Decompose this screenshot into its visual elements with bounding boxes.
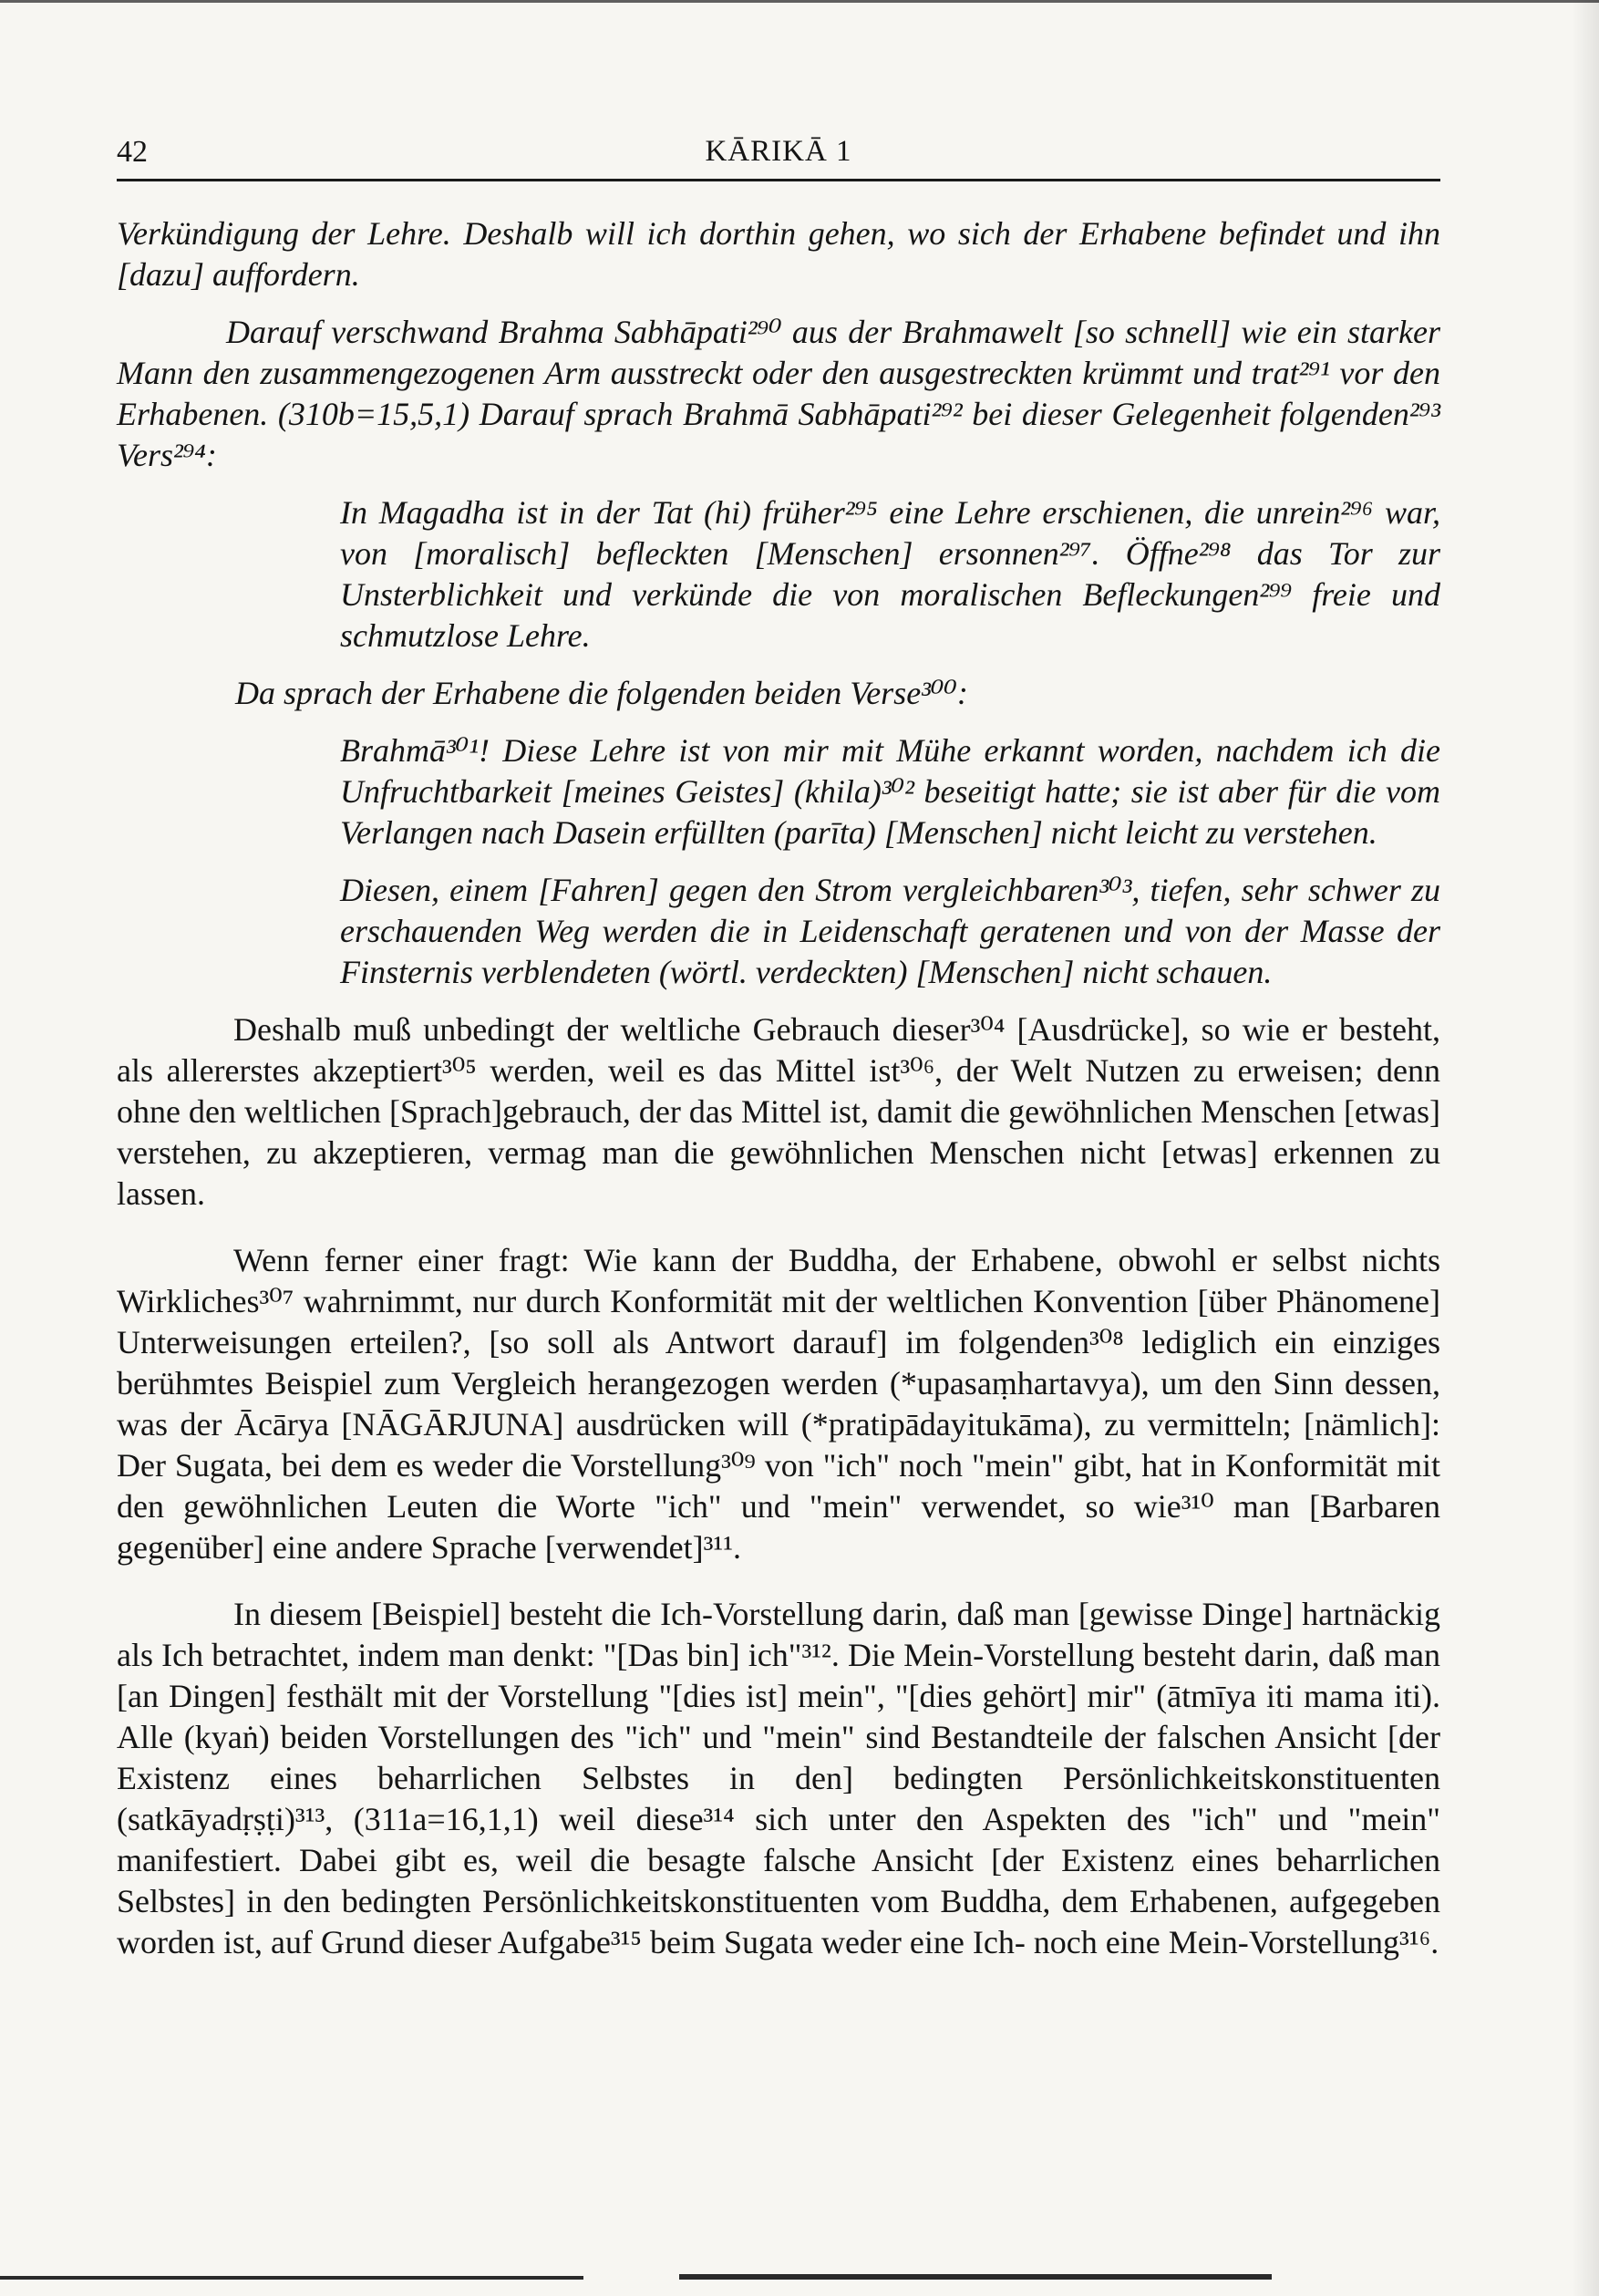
scan-bottom-edge-right [679, 2274, 1272, 2280]
verse-block-quote: Brahmā³⁰¹! Diese Lehre ist von mir mit Mühe erkannt worden, nachdem ich die Unfruchtbarkeit [meines Geistes] (khila)³⁰² beseitigt hatte; sie ist aber für die vom Verlangen nach Dasein erfüllten (parīta) [Menschen] nicht leicht zu verstehen. [340, 732, 1440, 851]
page-body [117, 213, 1440, 1989]
scan-bottom-edge-left [0, 2276, 583, 2280]
paragraph-italic-lead: Da sprach der Erhabene die folgenden beiden Verse³⁰⁰: [235, 675, 968, 711]
body-paragraph: Deshalb muß unbedingt der weltliche Gebrauch dieser³⁰⁴ [Ausdrücke], so wie er besteht, als allererstes akzeptiert³⁰⁵ werden, weil es das Mittel ist³⁰⁶, der Welt Nutzen zu erweisen; denn ohne den weltlichen [Sprach]gebrauch, der das Mittel ist, damit die gewöhnlichen Menschen [etwas] verstehen, zu akzeptieren, vermag man die gewöhnlichen Menschen nicht [etwas] erkennen zu lassen. [117, 1011, 1440, 1212]
scan-top-edge [0, 0, 1599, 3]
page-header [117, 128, 1440, 179]
running-head: KĀRIKĀ 1 [705, 135, 852, 168]
paragraph-italic-continuation: Verkündigung der Lehre. Deshalb will ich dorthin gehen, wo sich der Erhabene befindet und ihn [dazu] auffordern. [117, 215, 1440, 293]
body-paragraph: In diesem [Beispiel] besteht die Ich-Vorstellung darin, daß man [gewisse Dinge] hartnäckig als Ich betrachtet, indem man denkt: "[Das bin] ich"³¹². Die Mein-Vorstellung besteht darin, daß man [an Dingen] festhält mit der Vorstellung "[dies ist] mein", "[dies gehört] mir" (ātmīya iti mama iti). Alle (kyaṅ) beiden Vorstellungen des "ich" und "mein" sind Bestandteile der falschen Ansicht [der Existenz eines beharrlichen Selbstes in den] bedingten Persönlichkeitskonstituenten (satkāyadṛṣṭi)³¹³, (311a=16,1,1) weil diese³¹⁴ sich unter den Aspekten des "ich" und "mein" manifestiert. Dabei gibt es, weil die besagte falsche Ansicht [der Existenz eines beharrlichen Selbstes] in den bedingten Persönlichkeitskonstituenten vom Buddha, dem Erhabenen, aufgegeben worden ist, auf Grund dieser Aufgabe³¹⁵ beim Sugata weder eine Ich- noch eine Mein-Vorstellung³¹⁶. [117, 1596, 1440, 1960]
header-rule [117, 179, 1440, 181]
scan-right-edge-shadow [1572, 0, 1599, 2296]
paragraph-italic-indented: Darauf verschwand Brahma Sabhāpati²⁹⁰ aus der Brahmawelt [so schnell] wie ein starker Mann den zusammengezogenen Arm ausstreckt oder den ausgestreckten krümmt und trat²⁹¹ vor den Erhabenen. (310b=15,5,1) Darauf sprach Brahmā Sabhāpati²⁹² bei dieser Gelegenheit folgenden²⁹³ Vers²⁹⁴: [117, 314, 1440, 473]
verse-block-quote: Diesen, einem [Fahren] gegen den Strom vergleichbaren³⁰³, tiefen, sehr schwer zu erschauenden Weg werden die in Leidenschaft geratenen und von der Masse der Finsternis verblendeten (wörtl. verdeckten) [Menschen] nicht schauen. [340, 872, 1440, 990]
page-number: 42 [117, 135, 148, 169]
body-paragraph: Wenn ferner einer fragt: Wie kann der Buddha, der Erhabene, obwohl er selbst nichts Wirkliches³⁰⁷ wahrnimmt, nur durch Konformität mit der weltlichen Konvention [über Phänomene] Unterweisungen erteilen?, [so soll als Antwort darauf] im folgenden³⁰⁸ lediglich ein einziges berühmtes Beispiel zum Vergleich herangezogen werden (*upasaṃhartavya), um den Sinn dessen, was der Ācārya [NĀGĀRJUNA] ausdrücken will (*pratipādayitukāma), zu vermitteln; [nämlich]: Der Sugata, bei dem es weder die Vorstellung³⁰⁹ von "ich" noch "mein" gibt, hat in Konformität mit den gewöhnlichen Leuten die Worte "ich" und "mein" verwendet, so wie³¹⁰ man [Barbaren gegenüber] eine andere Sprache [verwendet]³¹¹. [117, 1242, 1440, 1566]
verse-block-quote: In Magadha ist in der Tat (hi) früher²⁹⁵ eine Lehre erschienen, die unrein²⁹⁶ war, von [moralisch] befleckten [Menschen] ersonnen²⁹⁷. Öffne²⁹⁸ das Tor zur Unsterblichkeit und verkünde die von moralischen Befleckungen²⁹⁹ freie und schmutzlose Lehre. [340, 494, 1440, 654]
